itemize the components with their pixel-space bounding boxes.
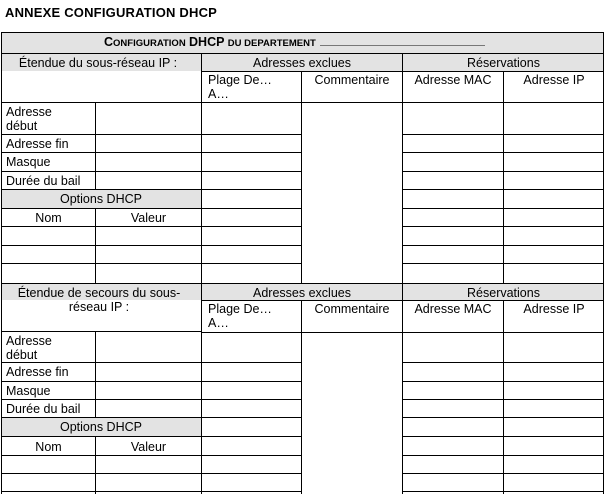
section2-options-name-header: Nom (35, 440, 62, 454)
section2-row-lease-duration: Durée du bail (6, 402, 81, 416)
section1-reservations-title: Réservations (467, 56, 540, 70)
section1-excluded-range-header: Plage De… A… (208, 73, 272, 101)
section2-options-value-header: Valeur (130, 440, 167, 454)
section2-scope-title: Étendue de secours du sous-réseau IP : (17, 286, 181, 314)
section1-row-end-address: Adresse fin (6, 137, 69, 151)
section1-scope-title: Étendue du sous-réseau IP : (18, 56, 178, 70)
section1-options-value-header: Valeur (130, 211, 167, 225)
section2-row-mask: Masque (6, 384, 51, 398)
section2-ip-header: Adresse IP (523, 302, 585, 316)
section1-excluded-title: Adresses exclues (253, 56, 351, 70)
department-blank-line[interactable] (320, 36, 485, 46)
section1-row-start-address: Adresse début (6, 105, 52, 133)
section2-excluded-title: Adresses exclues (253, 286, 351, 300)
section2-row-end-address: Adresse fin (6, 365, 69, 379)
section2-mac-header: Adresse MAC (414, 302, 492, 316)
section1-mac-header: Adresse MAC (414, 73, 492, 87)
section2-row-start-address: Adresse début (6, 334, 52, 362)
section1-row-mask: Masque (6, 155, 51, 169)
section1-ip-header: Adresse IP (523, 73, 585, 87)
section2-excluded-comment-header: Commentaire (314, 302, 390, 316)
section1-options-name-header: Nom (35, 211, 62, 225)
section1-row-lease-duration: Durée du bail (6, 174, 81, 188)
section1-excluded-comment-header: Commentaire (314, 73, 390, 87)
config-header-title: CONFIGURATION DHCP DU DEPARTEMENT (104, 35, 485, 49)
section2-options-title: Options DHCP (60, 420, 142, 434)
document-title: ANNEXE CONFIGURATION DHCP (5, 5, 218, 20)
section2-reservations-title: Réservations (467, 286, 540, 300)
section1-options-title: Options DHCP (60, 192, 142, 206)
section2-excluded-range-header: Plage De… A… (208, 302, 272, 330)
